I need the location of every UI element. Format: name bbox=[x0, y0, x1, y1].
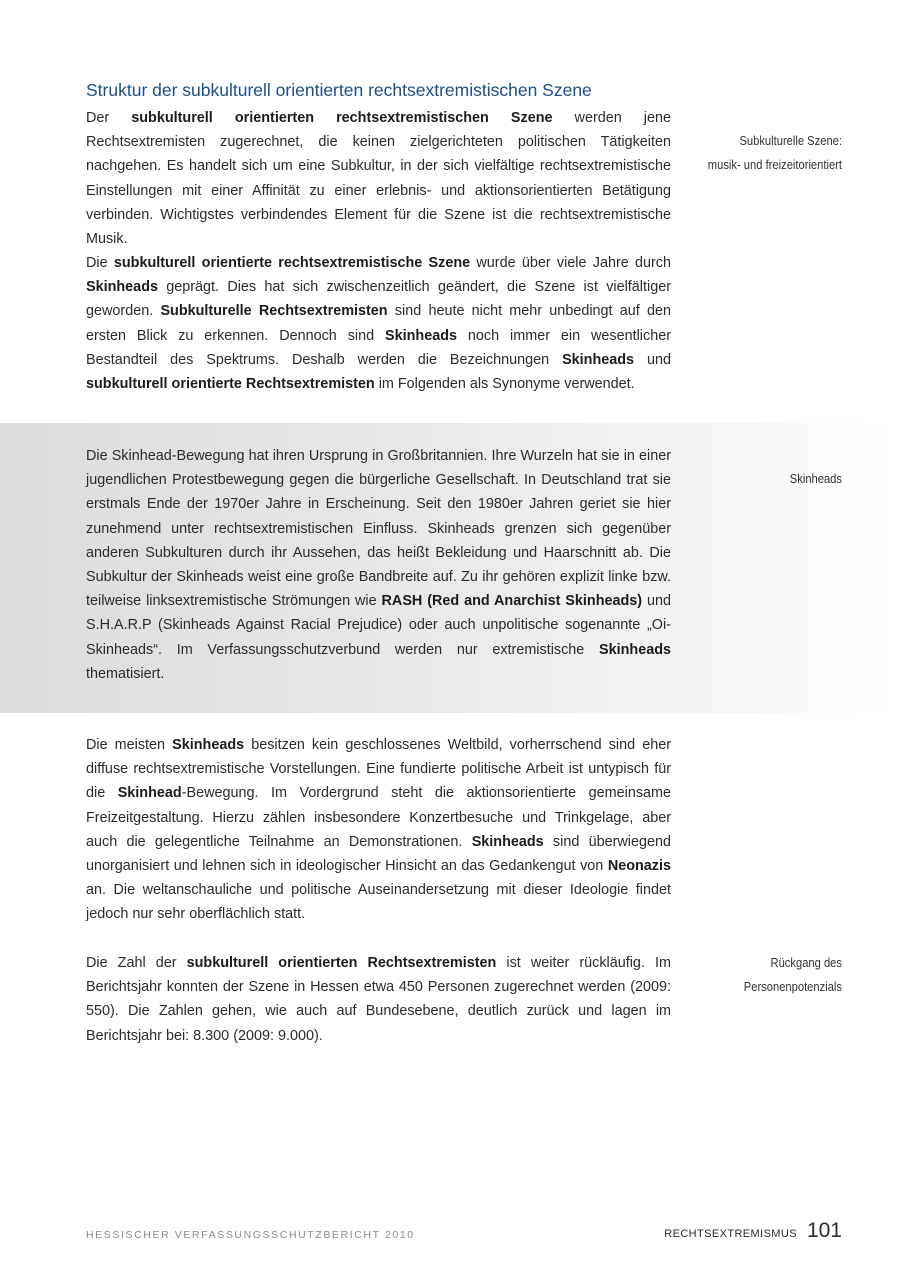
bold-term: subkulturell orientierten rechtsextremistischen Szene bbox=[131, 110, 553, 126]
bold-term: Skinheads bbox=[172, 737, 245, 753]
section-heading: Struktur der subkulturell orientierten rechtsextremistischen Szene bbox=[86, 80, 592, 100]
paragraph-personenpotenzial: Die Zahl der subkulturell orientierten Rechtsextremisten ist weiter rückläufig. Im Berichtsjahr konnten der Szene in Hessen etwa 450 Personen zugerechnet werden (2009: 550). Die Zahlen gehen, wie auch auf Bundesebene, deutlich zurück und lagen im Berichtsjahr bei: 8.300 (2009: 9.000). bbox=[86, 955, 671, 1044]
paragraph-skinhead-weltbild: Die meisten Skinheads besitzen kein geschlossenes Weltbild, vorherrschend sind eher diffuse rechtsextremistische Vorstellungen. Eine fundierte politische Arbeit ist untypisch für die Skinhead-Bewegung. Im Vordergrund steht die aktionsorientierte gemeinsame Freizeitgestaltung. Hierzu zählen insbesondere Konzertbesuche und Trinkgelage, aber auch die gelegentliche Teilnahme an Demonstrationen. Skinheads sind überwiegend unorganisiert und lehnen sich in ideologischer Hinsicht an das Gedankengut von Neonazis an. Die weltanschauliche und politische Auseinandersetzung mit dieser Ideologie findet jedoch nur sehr oberflächlich statt. bbox=[86, 737, 672, 923]
bold-term: Skinheads bbox=[471, 833, 544, 850]
margin-note-line: Skinheads bbox=[789, 471, 842, 486]
paragraph-szene-praegung: Die subkulturell orientierte rechtsextremistische Szene wurde über viele Jahre durch Skinheads geprägt. Dies hat sich zwischenzeitlich geändert, die Szene ist vielfältiger geworden. Subkulturelle Rechtsextremisten sind heute nicht mehr unbedingt auf den ersten Blick zu erkennen. Dennoch sind Skinheads noch immer ein wesentlicher Bestandteil des Spektrums. Deshalb werden die Bezeichnungen Skinheads und subkulturell orientierte Rechtsextremisten im Folgenden als Synonyme verwendet. bbox=[86, 255, 672, 393]
footer-publication-title: HESSISCHER VERFASSUNGSSCHUTZBERICHT 2010 bbox=[86, 1229, 415, 1241]
bold-term: Skinheads bbox=[86, 279, 158, 296]
bold-term: RASH (Red and Anarchist Skinheads) bbox=[381, 593, 643, 610]
margin-note-skinheads bbox=[696, 467, 842, 491]
margin-note-line: Personenpotenzials bbox=[743, 979, 842, 994]
bold-term: Subkulturelle Rechtsextremisten bbox=[160, 303, 388, 320]
bold-term: Skinheads bbox=[599, 641, 671, 658]
paragraph-skinhead-bewegung: Die Skinhead-Bewegung hat ihren Ursprung in Großbritannien. Ihre Wurzeln hat sie in einer jugendlichen Protestbewegung gegen die bürgerliche Gesellschaft. In Deutschland trat sie erstmals Ende der 1970er Jahre in Erscheinung. Seit den 1980er Jahren geriet sie hier zunehmend unter rechtsextremistischen Einfluss. Skinheads grenzen sich gegenüber anderen Subkulturen durch ihr Aussehen, das heißt Bekleidung und Haarschnitt ab. Die Subkultur der Skinheads weist eine große Bandbreite auf. Zu ihr gehören explizit linke bzw. teilweise linksextremistische Strömungen wie RASH (Red and Anarchist Skinheads) und S.H.A.R.P (Skinheads Against Racial Prejudice) oder auch unpolitische sogenannte „Oi-Skinheads“. Im Verfassungsschutzverbund werden nur extremistische Skinheads thematisiert. bbox=[86, 448, 671, 682]
margin-note-line: Rückgang des bbox=[770, 955, 842, 970]
bold-term: subkulturell orientierte rechtsextremistische Szene bbox=[113, 255, 471, 271]
paragraph-szene-definition: Der subkulturell orientierten rechtsextremistischen Szene werden jene Rechtsextremisten zugerechnet, die keinen zielgerichteten politischen Tätigkeiten nachgehen. Es handelt sich um eine Subkultur, in der sich vielfältige rechtsextremistische Einstellungen mit einer Affinität zu einer erlebnis- und aktionsorientierten Betätigung verbinden. Wichtigstes verbindendes Element für die Szene ist die rechtsextremistische Musik. bbox=[86, 110, 672, 248]
page-number: 101 bbox=[806, 1219, 842, 1242]
bold-term: subkulturell orientierte Rechtsextremisten bbox=[86, 376, 375, 393]
margin-note-line: musik- und freizeitorientiert bbox=[707, 157, 842, 172]
footer-right bbox=[664, 1219, 842, 1243]
footer-section-title: RECHTSEXTREMISMUS bbox=[664, 1228, 797, 1240]
bold-term: Skinheads bbox=[562, 351, 635, 368]
margin-note-rueckgang bbox=[696, 951, 842, 999]
bold-term: subkulturell orientierten Rechtsextremisten bbox=[186, 955, 497, 971]
margin-note-line: Subkulturelle Szene: bbox=[739, 133, 842, 148]
bold-term: Skinhead bbox=[117, 785, 182, 802]
margin-note-subkulturelle-szene bbox=[696, 129, 842, 177]
bold-term: Skinheads bbox=[385, 327, 458, 344]
bold-term: Neonazis bbox=[607, 858, 671, 875]
